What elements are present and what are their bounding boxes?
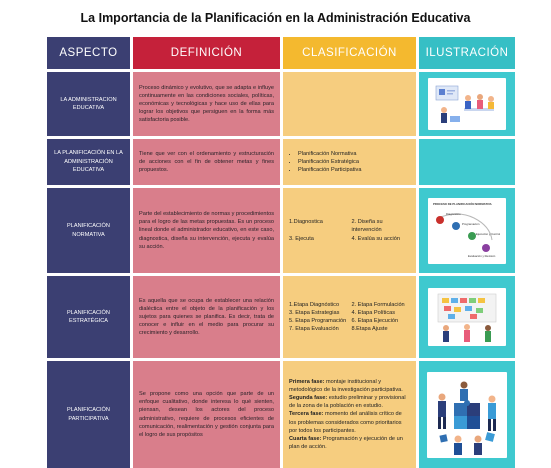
ilustracion-planificacion-administracion bbox=[419, 139, 515, 185]
clasificacion-planificacion-administracion bbox=[283, 139, 416, 185]
phase-text: montaje institucional y metodológico de la investigación participativa. bbox=[289, 379, 403, 394]
ilustracion-administracion-educativa bbox=[419, 72, 515, 136]
header-clasificacion: CLASIFICACIÓN bbox=[283, 37, 416, 69]
list-item: 7. Etapa Evaluación bbox=[289, 326, 339, 333]
aspecto-planificacion-participativa: PLANIFICACIÓN PARTICIPATIVA bbox=[47, 361, 130, 468]
header-ilustracion: ILUSTRACIÓN bbox=[419, 37, 515, 69]
list-item: • Planificación Participativa bbox=[298, 166, 361, 174]
diagram-title: PROCESO DE PLANIFICACIÓN NORMATIVA bbox=[433, 201, 492, 206]
list-item bbox=[289, 378, 410, 394]
normative-process-diagram bbox=[428, 198, 506, 264]
diagram-label: Diagnóstico bbox=[446, 211, 461, 216]
list-item: 1.Etapa Diagnóstico bbox=[289, 301, 340, 308]
phase-text: estudio preliminar y provisional de la zona de la población en estudio. bbox=[289, 395, 406, 410]
strategy-board-illustration bbox=[428, 288, 506, 346]
aspecto-planificacion-estrategica: PLANIFICACIÓN ESTRATÉGICA bbox=[47, 276, 130, 358]
list-item bbox=[289, 410, 410, 434]
phase-text: momento del análisis crítico de los problemas considerados como prioritarios por todos los participantes. bbox=[289, 411, 402, 434]
phase-text: Programación y ejecución de un plan de acción. bbox=[289, 435, 403, 450]
clasificacion-planificacion-estrategica bbox=[283, 276, 416, 358]
definicion-planificacion-estrategica: Es aquella que se ocupa de establecer una relación dialéctica entre el objeto de la planificación y los sujetos para quienes se planifica. Es decir, trata de conocer e influir en el medio para procurar su crecimiento y desarrollo. bbox=[133, 276, 280, 358]
diagram-label: Programación bbox=[462, 221, 480, 226]
list-item: 3. Ejecuta bbox=[289, 235, 314, 242]
comparison-table bbox=[47, 37, 515, 468]
aspecto-planificacion-administracion: LA PLANIFICACIÓN EN LA ADMINISTRACIÓN EDUCATIVA bbox=[47, 139, 130, 185]
phase-label: Tercera fase: bbox=[289, 411, 324, 418]
list-item: 3. Etapa Estrategias bbox=[289, 309, 340, 316]
aspecto-planificacion-normativa: PLANIFICACIÓN NORMATIVA bbox=[47, 188, 130, 273]
ilustracion-planificacion-normativa bbox=[419, 188, 515, 273]
list-item: 8.Etapa Ajuste bbox=[351, 326, 388, 333]
definicion-planificacion-participativa: Se propone como una opción que parte de un enfoque cualitativo, donde interesa lo qué sienten, piensan, desean los actores del proceso administrativo, requiere de procesos eficientes de comunicación, realimentación y gestión conjunta para el logro de sus propósitos bbox=[133, 361, 280, 468]
list-item: 5. Etapa Programación bbox=[289, 318, 347, 324]
team-meeting-illustration bbox=[428, 78, 506, 130]
header-aspecto: ASPECTO bbox=[47, 37, 130, 69]
diagram-label: Ejecución y Control bbox=[476, 231, 501, 236]
clasificacion-administracion-educativa bbox=[283, 72, 416, 136]
list-item: 2. Etapa Formulación bbox=[351, 301, 405, 308]
list-item: 2. Diseña su intervención bbox=[351, 219, 383, 234]
teamwork-puzzle-illustration bbox=[427, 372, 507, 458]
list-item: 4. Evalúa su acción bbox=[351, 235, 401, 242]
clasificacion-planificacion-normativa bbox=[283, 188, 416, 273]
list-item: 6. Etapa Ejecución bbox=[351, 318, 399, 324]
list-item: • Planificación Normativa bbox=[298, 150, 361, 158]
ilustracion-planificacion-participativa bbox=[419, 361, 515, 468]
list-item: 1.Diagnostica bbox=[289, 219, 323, 226]
diagram-label: Evaluación y Revisión bbox=[468, 253, 496, 258]
phase-label: Primera fase: bbox=[289, 379, 325, 385]
definicion-planificacion-administracion: Tiene que ver con el ordenamiento y estructuración de acciones con el fin de obtener metas y fines propuestos. bbox=[133, 139, 280, 185]
page-title: La Importancia de la Planificación en la Administración Educativa bbox=[80, 11, 471, 25]
ilustracion-planificacion-estrategica bbox=[419, 276, 515, 358]
phase-label: Segunda fase: bbox=[289, 395, 328, 402]
definicion-planificacion-normativa: Parte del establecimiento de normas y procedimientos para el logro de las metas propuestas. Es un proceso lineal donde el administrador educativo, en este caso, diagnostica, diseña su intervención, ejecuta y evalúa su acción. bbox=[133, 188, 280, 273]
definicion-administracion-educativa: Proceso dinámico y evolutivo, que se adapta e influye continuamente en las condiciones sociales, políticas, económicas y tecnológicas y hace uso de ellas para lograr los objetivos que persiguen en la forma más satisfactoria posible. bbox=[133, 72, 280, 136]
aspecto-administracion-educativa: LA ADMINISTRACION EDUCATIVA bbox=[47, 72, 130, 136]
list-item bbox=[289, 435, 410, 451]
header-definicion: DEFINICIÓN bbox=[133, 37, 280, 69]
list-item bbox=[289, 394, 410, 410]
phase-label: Cuarta fase: bbox=[289, 435, 322, 442]
list-item: • Planificación Estratégica bbox=[298, 158, 361, 166]
clasificacion-planificacion-participativa bbox=[283, 361, 416, 468]
list-item: 4. Etapa Políticas bbox=[351, 309, 396, 316]
